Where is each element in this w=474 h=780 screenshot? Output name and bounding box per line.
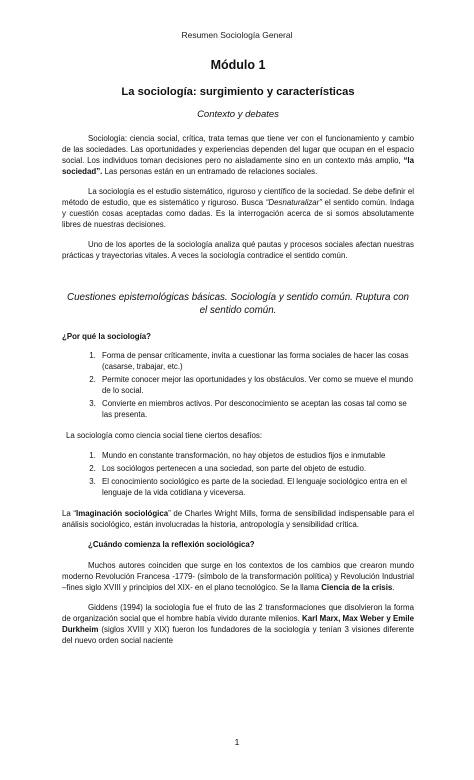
challenges-list xyxy=(62,450,414,498)
text-run-bold: Imaginación sociológica xyxy=(76,509,169,518)
page-content xyxy=(62,55,414,655)
text-run: . xyxy=(392,583,395,592)
list-item: 1. Mundo en constante transformación, no hay objetos de estudios fijos e inmutable xyxy=(98,450,414,461)
text-run-italic: “Desnaturalizar” xyxy=(265,198,322,207)
paragraph-imagination xyxy=(62,508,414,530)
text-run: ” de Charles Wright Mills, forma de sensibilidad indispensable para el análisis sociológico, están involucradas la historia, antropología y sensibilidad crítica. xyxy=(62,509,414,529)
paragraph-giddens xyxy=(62,602,414,646)
text-run: Giddens (1994) la sociología fue el fruto de las 2 transformaciones que disolvieron la forma de organización social que el hombre había vivido durante milenios. xyxy=(62,603,414,623)
list-item: 2. Permite conocer mejor las oportunidades y los obstáculos. Ver como se mueve el mundo de lo social. xyxy=(98,374,414,396)
text-run-bold: Karl Marx, Max Weber y Emile Durkheim xyxy=(62,614,415,634)
text-run: La “ xyxy=(62,509,77,518)
document-subtitle: Contexto y debates xyxy=(197,109,279,120)
why-list xyxy=(62,350,414,420)
running-header: Resumen Sociología General xyxy=(181,30,293,40)
paragraph-definition xyxy=(62,133,414,177)
text-run: Muchos autores coinciden que surge en los contextos de los cambios que crearon mundo moderno Revolución Francesa -1779- (símbolo de la transformación política) y Revolución Industrial –fines siglo XVIII y principios del XIX- en el plano tecnológico. Se la llama xyxy=(62,561,414,592)
section-title: Cuestiones epistemológicas básicas. Sociología y sentido común. Ruptura con el sentido común. xyxy=(67,292,409,316)
challenges-intro: La sociología como ciencia social tiene ciertos desafíos: xyxy=(66,431,263,440)
why-heading: ¿Por qué la sociología? xyxy=(62,332,152,341)
text-run-bold: Ciencia de la crisis xyxy=(321,583,393,592)
text-run: Las personas están en un entramado de relaciones sociales. xyxy=(102,167,318,176)
list-item: 2. Los sociólogos pertenecen a una sociedad, son parte del objeto de estudio. xyxy=(98,463,414,474)
list-item: 3. Convierte en miembros activos. Por desconocimiento se aceptan las cosas tal como se las presenta. xyxy=(98,398,414,420)
list-item: 1. Forma de pensar críticamente, invita a cuestionar las forma sociales de hacer las cosas (casarse, trabajar, etc.) xyxy=(98,350,414,372)
text-run: Sociología: ciencia social, crítica, trata temas que tiene ver con el funcionamiento y cambio de las sociedades. Las oportunidades y experiencias dependen del lugar que ocupan en el espacio social. Los individuos toman decisiones pero no aisladamente sino en un contexto más amplio, xyxy=(62,134,414,165)
list-item: 3. El conocimiento sociológico es parte de la sociedad. El lenguaje sociológico entra en el lenguaje de la vida cotidiana y viceversa. xyxy=(98,476,414,498)
text-run: La sociología es el estudio sistemático, riguroso y científico de la sociedad. Se debe definir el método de estudio, que es sistemático y riguroso. Busca xyxy=(62,187,414,207)
module-title: Módulo 1 xyxy=(210,58,266,72)
text-run-bold: “la sociedad”. xyxy=(62,156,414,176)
page-number: 1 xyxy=(234,737,240,747)
document-title: La sociología: surgimiento y características xyxy=(121,86,355,98)
paragraph-contributions: Uno de los aportes de la sociología analiza qué pautas y procesos sociales afectan nuestras prácticas y trayectorias vitales. A veces la sociología contradice el sentido común. xyxy=(62,240,414,260)
when-heading: ¿Cuándo comienza la reflexión sociológica? xyxy=(88,540,255,549)
text-run: el sentido común. Indaga y cuestión cosas aceptadas como dadas. Es la interrogación acerca de si somos absolutamente libres de nuestras decisiones. xyxy=(62,198,414,229)
text-run: (siglos XVIII y XIX) fueron los fundadores de la sociología y tenían 3 visiones diferente del nuevo orden social naciente xyxy=(62,625,414,645)
paragraph-origins xyxy=(62,560,414,593)
paragraph-method xyxy=(62,186,414,230)
